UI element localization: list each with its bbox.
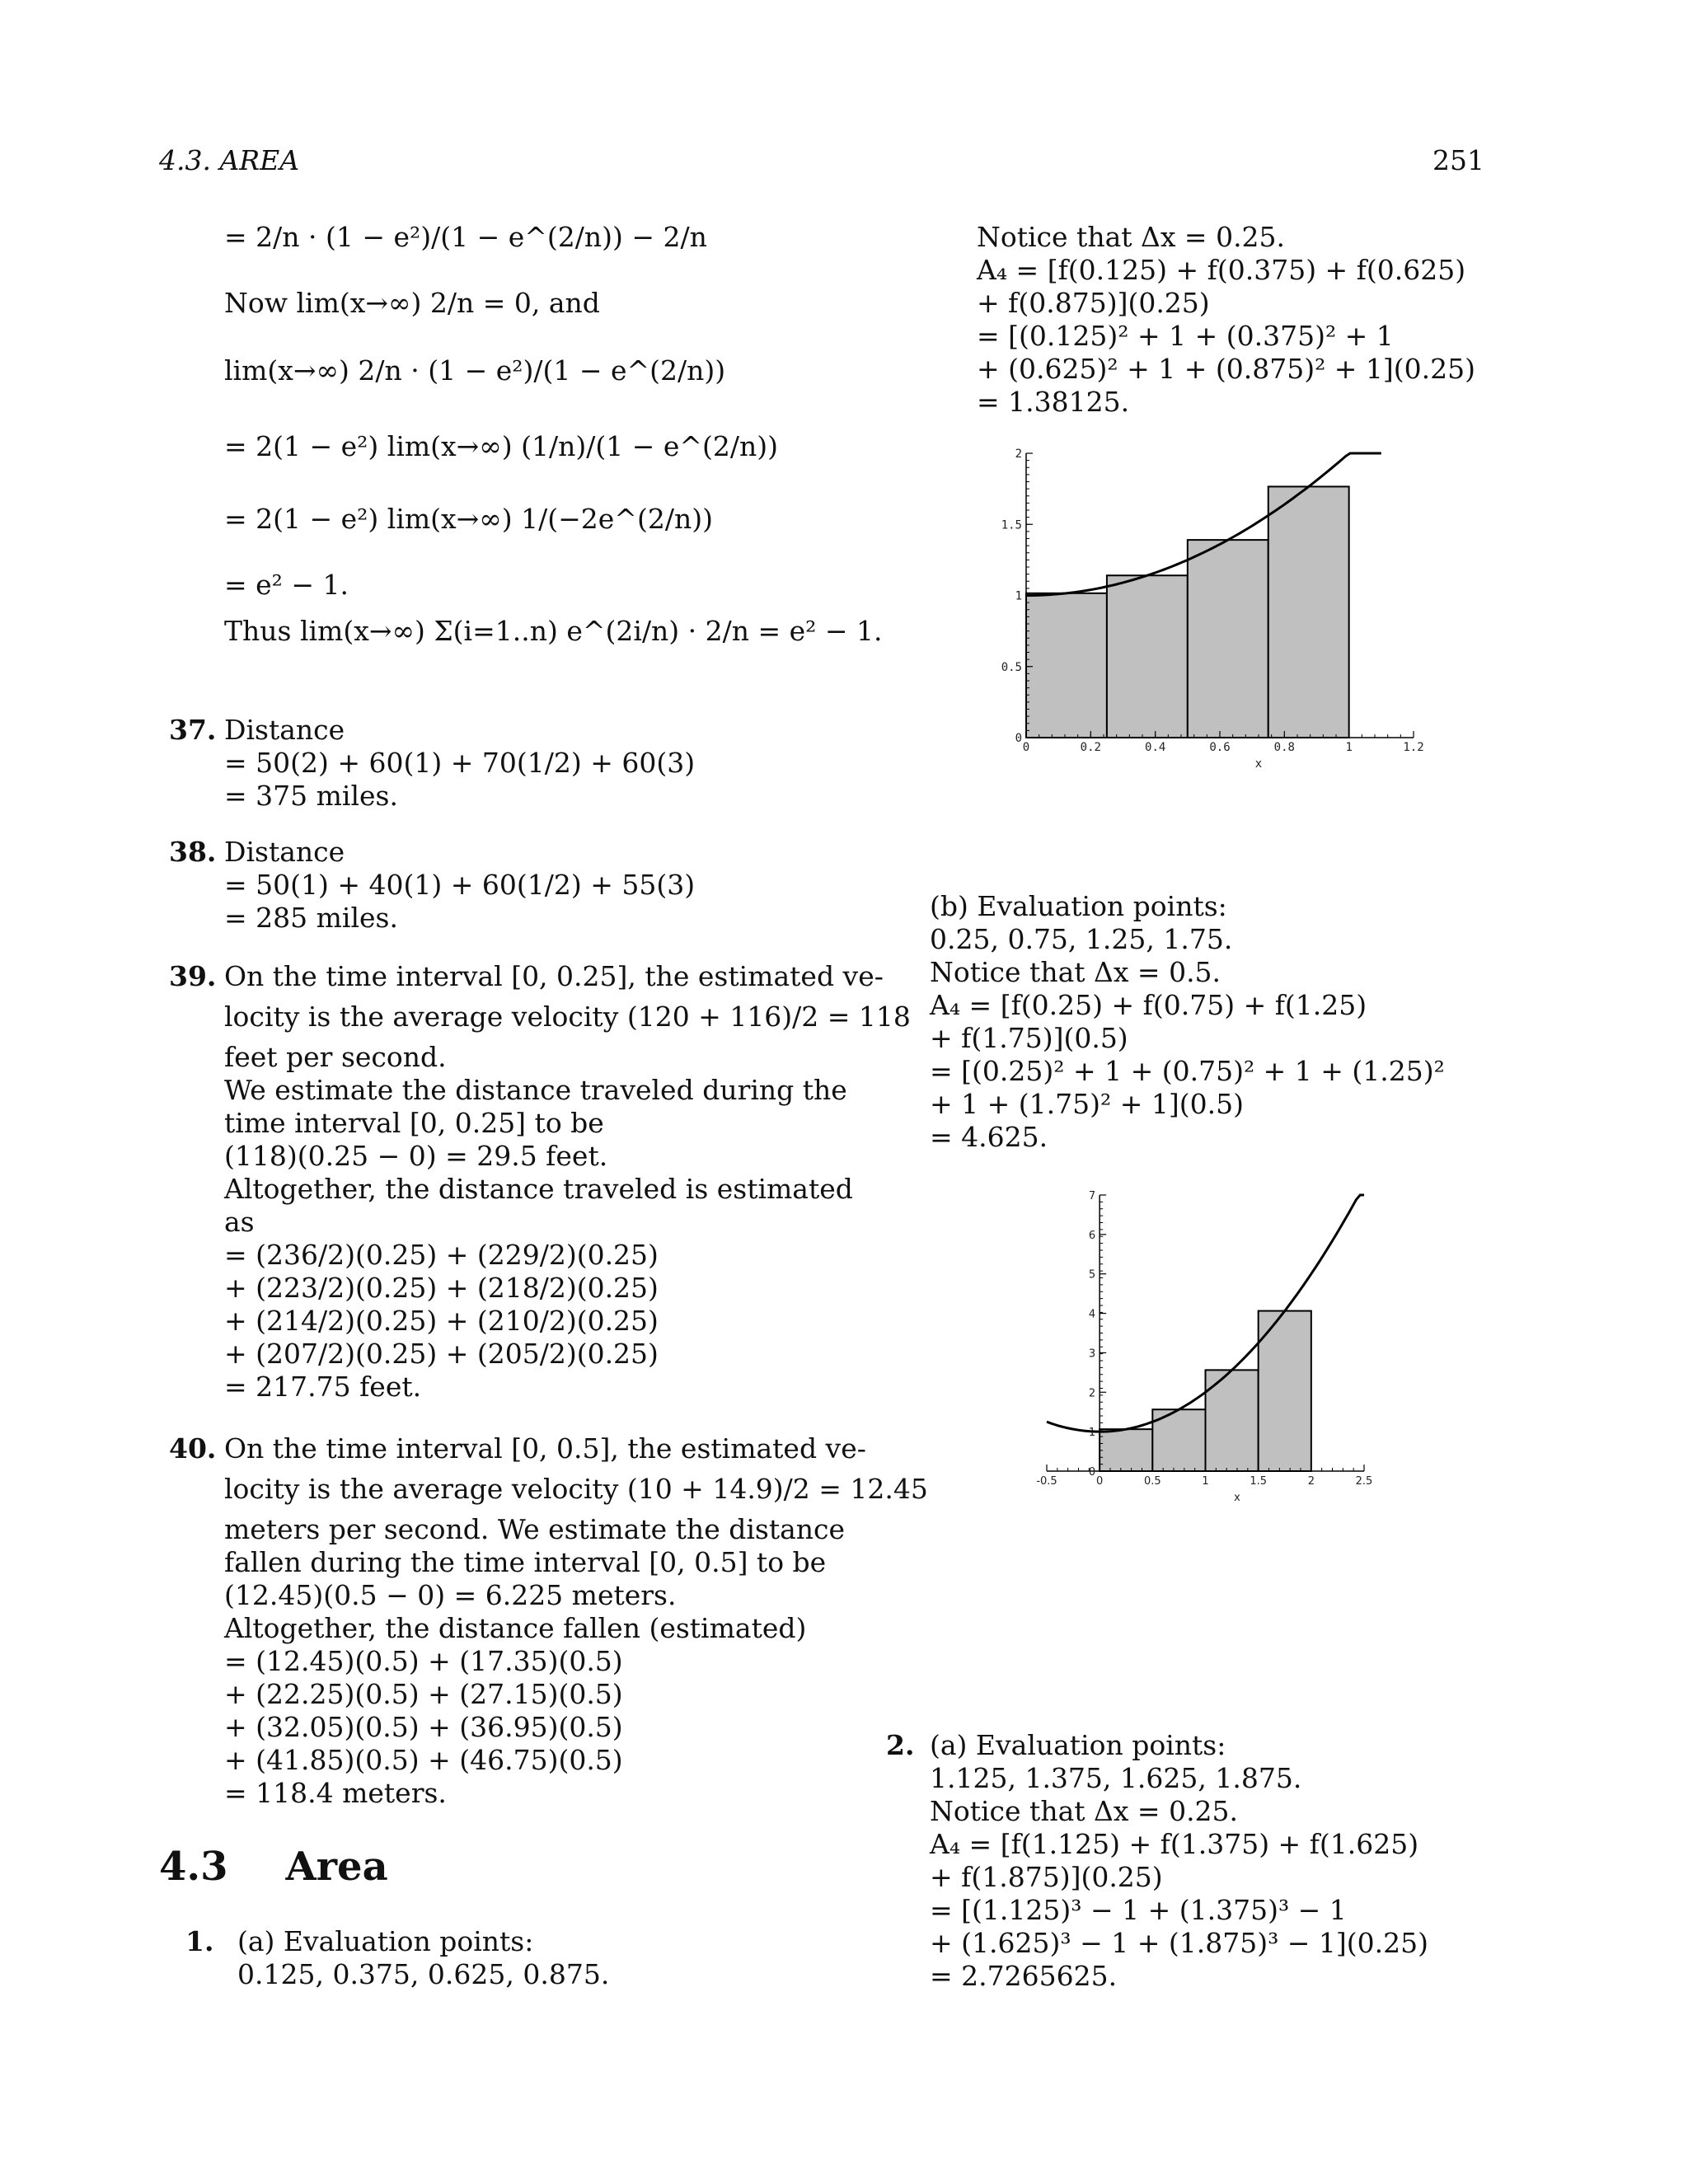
y-tick-label: 2: [1015, 448, 1022, 461]
text-line: + (0.625)² + 1 + (0.875)² + 1](0.25): [977, 353, 1476, 385]
text-line: (118)(0.25 − 0) = 29.5 feet.: [224, 1140, 608, 1172]
text-line: Notice that Δx = 0.25.: [930, 1795, 1239, 1827]
x-axis-label: x: [1234, 1492, 1240, 1504]
x-tick-label: 2.5: [1355, 1475, 1373, 1488]
text-line: = [(0.125)² + 1 + (0.375)² + 1: [977, 320, 1394, 352]
riemann-rectangle: [1268, 486, 1349, 738]
y-tick-label: 5: [1088, 1268, 1096, 1282]
derivation-line: lim(x→∞) 2/n · (1 − e²)/(1 − e^(2/n)): [224, 354, 726, 387]
text-line: Altogether, the distance fallen (estimated): [224, 1612, 807, 1644]
text-line: 1.125, 1.375, 1.625, 1.875.: [930, 1762, 1302, 1794]
problem-1a-continued: [977, 221, 1475, 419]
text-line: + f(0.875)](0.25): [977, 287, 1210, 319]
problem-1b-text: [930, 890, 1445, 1154]
text-line: We estimate the distance traveled during the: [224, 1074, 847, 1106]
text-line: + (32.05)(0.5) + (36.95)(0.5): [224, 1711, 623, 1743]
x-tick-label: 0.4: [1145, 741, 1166, 754]
limit-derivation: [224, 221, 883, 648]
text-line: (12.45)(0.5 − 0) = 6.225 meters.: [224, 1579, 677, 1611]
x-tick-label: 0.5: [1143, 1475, 1161, 1488]
text-line: fallen during the time interval [0, 0.5] to be: [224, 1546, 827, 1578]
text-line: On the time interval [0, 0.5], the estimated ve-: [224, 1432, 866, 1465]
problem-2a-text: [930, 1729, 1428, 1993]
text-line: A₄ = [f(0.25) + f(0.75) + f(1.25): [930, 989, 1367, 1021]
y-tick-label: 0: [1088, 1466, 1096, 1479]
running-header-section: 4.3. AREA: [159, 144, 300, 176]
x-tick-label: 0.2: [1080, 741, 1101, 754]
text-line: (a) Evaluation points:: [930, 1729, 1226, 1761]
problem-number: 1.: [185, 1925, 214, 1957]
problem-40-text: [224, 1432, 928, 1810]
y-tick-label: 3: [1088, 1347, 1096, 1361]
y-tick-label: 2: [1088, 1387, 1096, 1400]
text-line: Distance: [224, 714, 345, 746]
x-tick-label: 1.5: [1250, 1475, 1268, 1488]
x-tick-label: 0.8: [1273, 741, 1295, 754]
text-line: = (236/2)(0.25) + (229/2)(0.25): [224, 1239, 659, 1271]
x-tick-label: 2: [1307, 1475, 1315, 1488]
text-line: = 4.625.: [930, 1121, 1048, 1153]
riemann-rectangle: [1188, 540, 1268, 738]
derivation-line: = 2(1 − e²) lim(x→∞) (1/n)/(1 − e^(2/n)): [224, 430, 779, 462]
derivation-line: = 2(1 − e²) lim(x→∞) 1/(−2e^(2/n)): [224, 503, 713, 535]
text-line: Notice that Δx = 0.25.: [977, 221, 1286, 253]
text-line: = 217.75 feet.: [224, 1371, 422, 1403]
derivation-line: = 2/n · (1 − e²)/(1 − e^(2/n)) − 2/n: [224, 221, 707, 253]
problem-37-text: [224, 714, 695, 813]
derivation-line: = e² − 1.: [224, 569, 349, 601]
problem-number: 37.: [169, 714, 217, 746]
x-tick-label: 0: [1096, 1475, 1104, 1488]
text-line: + (1.625)³ − 1 + (1.875)³ − 1](0.25): [930, 1927, 1429, 1959]
text-line: = 375 miles.: [224, 780, 398, 812]
text-line: + f(1.75)](0.5): [930, 1022, 1128, 1054]
y-tick-label: 0.5: [1001, 660, 1022, 674]
y-tick-label: 1: [1088, 1427, 1096, 1440]
text-line: = 50(2) + 60(1) + 70(1/2) + 60(3): [224, 747, 696, 779]
y-tick-label: 6: [1088, 1229, 1096, 1242]
text-line: as: [224, 1206, 255, 1238]
page-number: 251: [1432, 144, 1484, 176]
x-tick-label: 1: [1345, 741, 1353, 754]
problem-number: 2.: [886, 1729, 915, 1761]
riemann-chart-1a: [989, 437, 1451, 783]
problem-39-text: [224, 960, 911, 1404]
riemann-rectangle: [1100, 1429, 1152, 1471]
text-line: meters per second. We estimate the distance: [224, 1513, 846, 1545]
y-tick-label: 4: [1088, 1308, 1096, 1321]
text-line: + (207/2)(0.25) + (205/2)(0.25): [224, 1338, 659, 1370]
text-line: (b) Evaluation points:: [930, 890, 1227, 922]
text-line: + (41.85)(0.5) + (46.75)(0.5): [224, 1744, 623, 1776]
text-line: Notice that Δx = 0.5.: [930, 956, 1221, 988]
x-tick-label: 1.2: [1403, 741, 1424, 754]
text-line: 0.25, 0.75, 1.25, 1.75.: [930, 923, 1233, 955]
text-line: A₄ = [f(1.125) + f(1.375) + f(1.625): [930, 1828, 1419, 1860]
problem-number: 40.: [169, 1432, 217, 1465]
text-line: + (223/2)(0.25) + (218/2)(0.25): [224, 1272, 659, 1304]
text-line: = 118.4 meters.: [224, 1777, 447, 1809]
x-tick-label: 1: [1202, 1475, 1209, 1488]
riemann-rectangle: [1026, 593, 1107, 738]
section-heading: [159, 1844, 446, 1890]
riemann-chart-1b: [1010, 1170, 1422, 1516]
text-line: = (12.45)(0.5) + (17.35)(0.5): [224, 1645, 623, 1677]
text-line: + f(1.875)](0.25): [930, 1861, 1163, 1893]
problem-38-text: [224, 836, 695, 935]
y-tick-label: 1: [1015, 589, 1022, 603]
problem-number: 38.: [169, 836, 217, 868]
problem-1a-text: [237, 1925, 609, 1991]
x-axis-label: x: [1254, 757, 1263, 771]
section-number: 4.3: [159, 1844, 228, 1890]
text-line: Distance: [224, 836, 345, 868]
text-line: A₄ = [f(0.125) + f(0.375) + f(0.625): [977, 254, 1466, 286]
derivation-line: Now lim(x→∞) 2/n = 0, and: [224, 287, 600, 319]
x-tick-label: 0.6: [1209, 741, 1231, 754]
riemann-rectangle: [1107, 575, 1188, 738]
text-line: time interval [0, 0.25] to be: [224, 1107, 604, 1139]
text-line: On the time interval [0, 0.25], the estimated ve-: [224, 960, 884, 992]
text-line: = [(1.125)³ − 1 + (1.375)³ − 1: [930, 1894, 1347, 1926]
text-line: + (214/2)(0.25) + (210/2)(0.25): [224, 1305, 659, 1337]
text-line: feet per second.: [224, 1041, 447, 1073]
text-line: = 2.7265625.: [930, 1960, 1118, 1992]
text-line: = 50(1) + 40(1) + 60(1/2) + 55(3): [224, 869, 696, 901]
text-line: (a) Evaluation points:: [237, 1925, 534, 1957]
text-line: = 285 miles.: [224, 902, 398, 934]
text-line: locity is the average velocity (120 + 116)/2 = 118: [224, 1001, 911, 1033]
y-tick-label: 1.5: [1001, 518, 1022, 532]
text-line: + 1 + (1.75)² + 1](0.5): [930, 1088, 1244, 1120]
text-line: = 1.38125.: [977, 386, 1130, 418]
text-line: = [(0.25)² + 1 + (0.75)² + 1 + (1.25)²: [930, 1055, 1445, 1087]
x-tick-label: 0: [1022, 741, 1030, 754]
text-line: + (22.25)(0.5) + (27.15)(0.5): [224, 1678, 623, 1710]
section-title: Area: [285, 1844, 388, 1890]
x-tick-label: -0.5: [1036, 1475, 1057, 1488]
problem-number: 39.: [169, 960, 217, 992]
text-line: 0.125, 0.375, 0.625, 0.875.: [237, 1958, 610, 1990]
y-tick-label: 7: [1088, 1190, 1096, 1202]
derivation-line: Thus lim(x→∞) Σ(i=1..n) e^(2i/n) · 2/n = e² − 1.: [224, 615, 883, 647]
y-tick-label: 0: [1015, 732, 1022, 745]
text-line: Altogether, the distance traveled is estimated: [224, 1173, 853, 1205]
text-line: locity is the average velocity (10 + 14.9)/2 = 12.45: [224, 1473, 928, 1505]
